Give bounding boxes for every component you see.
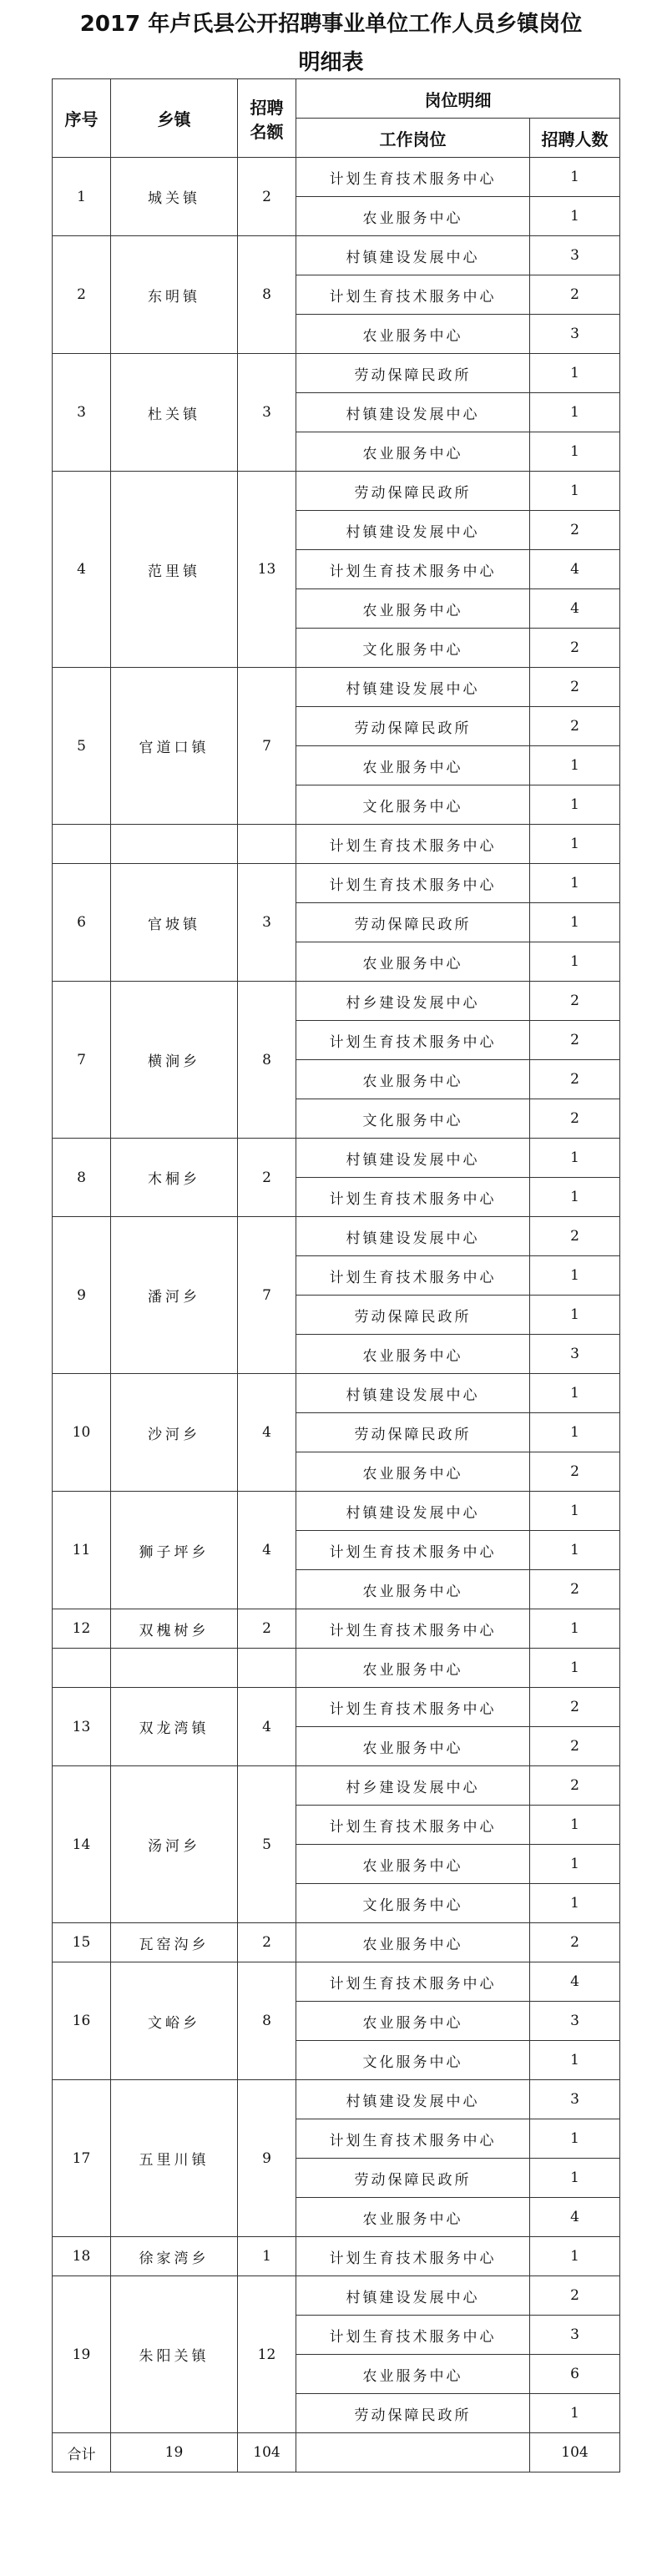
position-cell: 村镇建设发展中心: [296, 1139, 530, 1178]
position-cell: 计划生育技术服务中心: [296, 550, 530, 589]
town-cell: 狮子坪乡: [111, 1492, 238, 1609]
position-cell: 计划生育技术服务中心: [296, 1609, 530, 1649]
header-quota: 招聘 名额: [238, 79, 296, 158]
count-cell: 1: [530, 1884, 620, 1923]
position-cell: 村镇建设发展中心: [296, 1374, 530, 1413]
table-row: [53, 2276, 620, 2316]
total-count: 104: [530, 2433, 620, 2472]
count-cell: 1: [530, 825, 620, 864]
count-cell: 2: [530, 1217, 620, 1256]
position-cell: 农业服务中心: [296, 2198, 530, 2237]
count-cell: 2: [530, 1570, 620, 1609]
count-cell: 1: [530, 2237, 620, 2276]
count-cell: 3: [530, 2080, 620, 2119]
table-row: [53, 1139, 620, 1178]
count-cell: 1: [530, 1413, 620, 1452]
quota-cell: 9: [238, 2080, 296, 2237]
position-cell: 文化服务中心: [296, 629, 530, 668]
table-row: [53, 1217, 620, 1256]
table-row: [53, 158, 620, 197]
count-cell: 2: [530, 275, 620, 315]
position-cell: 劳动保障民政所: [296, 2159, 530, 2198]
quota-cell: 4: [238, 1688, 296, 1766]
position-cell: 计划生育技术服务中心: [296, 2237, 530, 2276]
position-cell: 计划生育技术服务中心: [296, 1256, 530, 1296]
count-cell: 3: [530, 315, 620, 354]
count-cell: 2: [530, 511, 620, 550]
total-quota: 104: [238, 2433, 296, 2472]
position-cell: 劳动保障民政所: [296, 903, 530, 942]
position-cell: 计划生育技术服务中心: [296, 825, 530, 864]
count-cell: 3: [530, 1335, 620, 1374]
position-cell: 农业服务中心: [296, 1335, 530, 1374]
count-cell: 1: [530, 472, 620, 511]
position-cell: 村镇建设发展中心: [296, 393, 530, 432]
count-cell: 4: [530, 550, 620, 589]
count-cell: 2: [530, 707, 620, 746]
title-line-2: 明细表: [298, 50, 364, 75]
table-row: [53, 668, 620, 707]
position-cell: 劳动保障民政所: [296, 1296, 530, 1335]
count-cell: 1: [530, 942, 620, 982]
position-cell: 文化服务中心: [296, 2041, 530, 2080]
total-position: [296, 2433, 530, 2472]
table-row: [53, 2237, 620, 2276]
count-cell: 2: [530, 1766, 620, 1806]
table-row: [53, 1649, 620, 1688]
quota-cell: 2: [238, 1609, 296, 1649]
town-cell: 文峪乡: [111, 1962, 238, 2080]
position-cell: 计划生育技术服务中心: [296, 1021, 530, 1060]
count-cell: 1: [530, 1531, 620, 1570]
quota-cell: 5: [238, 1766, 296, 1923]
town-cell: [111, 825, 238, 864]
seq-cell: 4: [53, 472, 111, 668]
quota-cell: 4: [238, 1492, 296, 1609]
seq-cell: 2: [53, 236, 111, 354]
count-cell: 1: [530, 2119, 620, 2159]
count-cell: 1: [530, 354, 620, 393]
town-cell: [111, 1649, 238, 1688]
position-cell: 农业服务中心: [296, 2002, 530, 2041]
position-cell: 计划生育技术服务中心: [296, 2119, 530, 2159]
seq-cell: 1: [53, 158, 111, 236]
count-cell: 1: [530, 903, 620, 942]
position-cell: 农业服务中心: [296, 1570, 530, 1609]
seq-cell: 6: [53, 864, 111, 982]
seq-cell: 8: [53, 1139, 111, 1217]
count-cell: 1: [530, 785, 620, 825]
town-cell: 徐家湾乡: [111, 2237, 238, 2276]
position-cell: 农业服务中心: [296, 942, 530, 982]
count-cell: 4: [530, 2198, 620, 2237]
table-row: [53, 2080, 620, 2119]
position-cell: 文化服务中心: [296, 1884, 530, 1923]
town-cell: 沙河乡: [111, 1374, 238, 1492]
seq-cell: 7: [53, 982, 111, 1139]
position-cell: 村镇建设发展中心: [296, 668, 530, 707]
positions-table: [52, 78, 620, 2472]
town-cell: 潘河乡: [111, 1217, 238, 1374]
position-cell: 村镇建设发展中心: [296, 236, 530, 275]
seq-cell: 14: [53, 1766, 111, 1923]
seq-cell: 17: [53, 2080, 111, 2237]
quota-cell: 2: [238, 158, 296, 236]
count-cell: 1: [530, 197, 620, 236]
position-cell: 农业服务中心: [296, 746, 530, 785]
quota-cell: 8: [238, 982, 296, 1139]
seq-cell: [53, 1649, 111, 1688]
count-cell: 1: [530, 1492, 620, 1531]
position-cell: 农业服务中心: [296, 1845, 530, 1884]
town-cell: 木桐乡: [111, 1139, 238, 1217]
count-cell: 2: [530, 1688, 620, 1727]
count-cell: 1: [530, 393, 620, 432]
count-cell: 1: [530, 1845, 620, 1884]
town-cell: 杜关镇: [111, 354, 238, 472]
position-cell: 农业服务中心: [296, 197, 530, 236]
position-cell: 农业服务中心: [296, 1060, 530, 1099]
seq-cell: 12: [53, 1609, 111, 1649]
quota-cell: 3: [238, 864, 296, 982]
count-cell: 2: [530, 2276, 620, 2316]
table-row: [53, 1492, 620, 1531]
position-cell: 计划生育技术服务中心: [296, 1806, 530, 1845]
count-cell: 1: [530, 1139, 620, 1178]
seq-cell: 3: [53, 354, 111, 472]
position-cell: 劳动保障民政所: [296, 707, 530, 746]
position-cell: 劳动保障民政所: [296, 354, 530, 393]
position-cell: 计划生育技术服务中心: [296, 1962, 530, 2002]
table-row: [53, 472, 620, 511]
table-row: [53, 825, 620, 864]
position-cell: 村镇建设发展中心: [296, 511, 530, 550]
count-cell: 2: [530, 1060, 620, 1099]
quota-cell: 2: [238, 1139, 296, 1217]
quota-cell: 7: [238, 1217, 296, 1374]
seq-cell: 15: [53, 1923, 111, 1962]
town-cell: 范里镇: [111, 472, 238, 668]
total-row: [53, 2433, 620, 2472]
position-cell: 村镇建设发展中心: [296, 1217, 530, 1256]
table-row: [53, 1374, 620, 1413]
seq-cell: 11: [53, 1492, 111, 1609]
table-row: [53, 1766, 620, 1806]
quota-cell: 1: [238, 2237, 296, 2276]
town-cell: 官道口镇: [111, 668, 238, 825]
count-cell: 2: [530, 1452, 620, 1492]
position-cell: 农业服务中心: [296, 2355, 530, 2394]
position-cell: 文化服务中心: [296, 785, 530, 825]
count-cell: 2: [530, 1727, 620, 1766]
position-cell: 计划生育技术服务中心: [296, 158, 530, 197]
count-cell: 1: [530, 1806, 620, 1845]
count-cell: 2: [530, 982, 620, 1021]
seq-cell: 19: [53, 2276, 111, 2433]
count-cell: 3: [530, 236, 620, 275]
position-cell: 农业服务中心: [296, 432, 530, 472]
total-towns: 19: [111, 2433, 238, 2472]
title-line-1: 2017 年卢氏县公开招聘事业单位工作人员乡镇岗位: [79, 12, 583, 37]
table-row: [53, 1962, 620, 2002]
seq-cell: [53, 825, 111, 864]
town-cell: 双龙湾镇: [111, 1688, 238, 1766]
town-cell: 汤河乡: [111, 1766, 238, 1923]
town-cell: 双槐树乡: [111, 1609, 238, 1649]
position-cell: 农业服务中心: [296, 1923, 530, 1962]
table-row: [53, 1688, 620, 1727]
position-cell: 村镇建设发展中心: [296, 2276, 530, 2316]
count-cell: 4: [530, 1962, 620, 2002]
count-cell: 1: [530, 2041, 620, 2080]
position-cell: 农业服务中心: [296, 1452, 530, 1492]
count-cell: 3: [530, 2316, 620, 2355]
quota-cell: 7: [238, 668, 296, 825]
town-cell: 城关镇: [111, 158, 238, 236]
position-cell: 农业服务中心: [296, 315, 530, 354]
quota-cell: 8: [238, 1962, 296, 2080]
town-cell: 朱阳关镇: [111, 2276, 238, 2433]
table-row: [53, 1923, 620, 1962]
count-cell: 1: [530, 1178, 620, 1217]
position-cell: 计划生育技术服务中心: [296, 1688, 530, 1727]
count-cell: 1: [530, 158, 620, 197]
quota-cell: [238, 1649, 296, 1688]
town-cell: 官坡镇: [111, 864, 238, 982]
seq-cell: 5: [53, 668, 111, 825]
count-cell: 1: [530, 746, 620, 785]
count-cell: 1: [530, 432, 620, 472]
quota-cell: 8: [238, 236, 296, 354]
position-cell: 计划生育技术服务中心: [296, 275, 530, 315]
position-cell: 文化服务中心: [296, 1099, 530, 1139]
quota-cell: 4: [238, 1374, 296, 1492]
header-position: 工作岗位: [296, 119, 530, 158]
position-cell: 计划生育技术服务中心: [296, 1531, 530, 1570]
count-cell: 2: [530, 1923, 620, 1962]
town-cell: 横涧乡: [111, 982, 238, 1139]
table-row: [53, 236, 620, 275]
header-count: 招聘人数: [530, 119, 620, 158]
position-cell: 农业服务中心: [296, 1649, 530, 1688]
position-cell: 劳动保障民政所: [296, 1413, 530, 1452]
count-cell: 1: [530, 2394, 620, 2433]
quota-cell: 13: [238, 472, 296, 668]
count-cell: 2: [530, 1099, 620, 1139]
header-detail: 岗位明细: [296, 79, 620, 119]
quota-cell: [238, 825, 296, 864]
count-cell: 1: [530, 1609, 620, 1649]
table-row: [53, 864, 620, 903]
count-cell: 4: [530, 589, 620, 629]
count-cell: 1: [530, 864, 620, 903]
seq-cell: 16: [53, 1962, 111, 2080]
position-cell: 计划生育技术服务中心: [296, 1178, 530, 1217]
town-cell: 东明镇: [111, 236, 238, 354]
header-town: 乡镇: [111, 79, 238, 158]
position-cell: 农业服务中心: [296, 589, 530, 629]
seq-cell: 10: [53, 1374, 111, 1492]
total-label: 合计: [53, 2433, 111, 2472]
page-title: [0, 5, 662, 82]
position-cell: 村乡建设发展中心: [296, 982, 530, 1021]
header-seq: 序号: [53, 79, 111, 158]
count-cell: 1: [530, 1649, 620, 1688]
position-cell: 农业服务中心: [296, 1727, 530, 1766]
quota-cell: 2: [238, 1923, 296, 1962]
town-cell: 五里川镇: [111, 2080, 238, 2237]
position-cell: 计划生育技术服务中心: [296, 864, 530, 903]
town-cell: 瓦窑沟乡: [111, 1923, 238, 1962]
quota-cell: 3: [238, 354, 296, 472]
table-row: [53, 1609, 620, 1649]
table-row: [53, 354, 620, 393]
position-cell: 村乡建设发展中心: [296, 1766, 530, 1806]
count-cell: 6: [530, 2355, 620, 2394]
count-cell: 3: [530, 2002, 620, 2041]
count-cell: 1: [530, 2159, 620, 2198]
position-cell: 计划生育技术服务中心: [296, 2316, 530, 2355]
count-cell: 2: [530, 1021, 620, 1060]
count-cell: 1: [530, 1256, 620, 1296]
table-row: [53, 982, 620, 1021]
seq-cell: 18: [53, 2237, 111, 2276]
seq-cell: 9: [53, 1217, 111, 1374]
quota-cell: 12: [238, 2276, 296, 2433]
position-cell: 劳动保障民政所: [296, 472, 530, 511]
count-cell: 1: [530, 1374, 620, 1413]
count-cell: 1: [530, 1296, 620, 1335]
position-cell: 村镇建设发展中心: [296, 1492, 530, 1531]
count-cell: 2: [530, 629, 620, 668]
seq-cell: 13: [53, 1688, 111, 1766]
position-cell: 劳动保障民政所: [296, 2394, 530, 2433]
count-cell: 2: [530, 668, 620, 707]
position-cell: 村镇建设发展中心: [296, 2080, 530, 2119]
